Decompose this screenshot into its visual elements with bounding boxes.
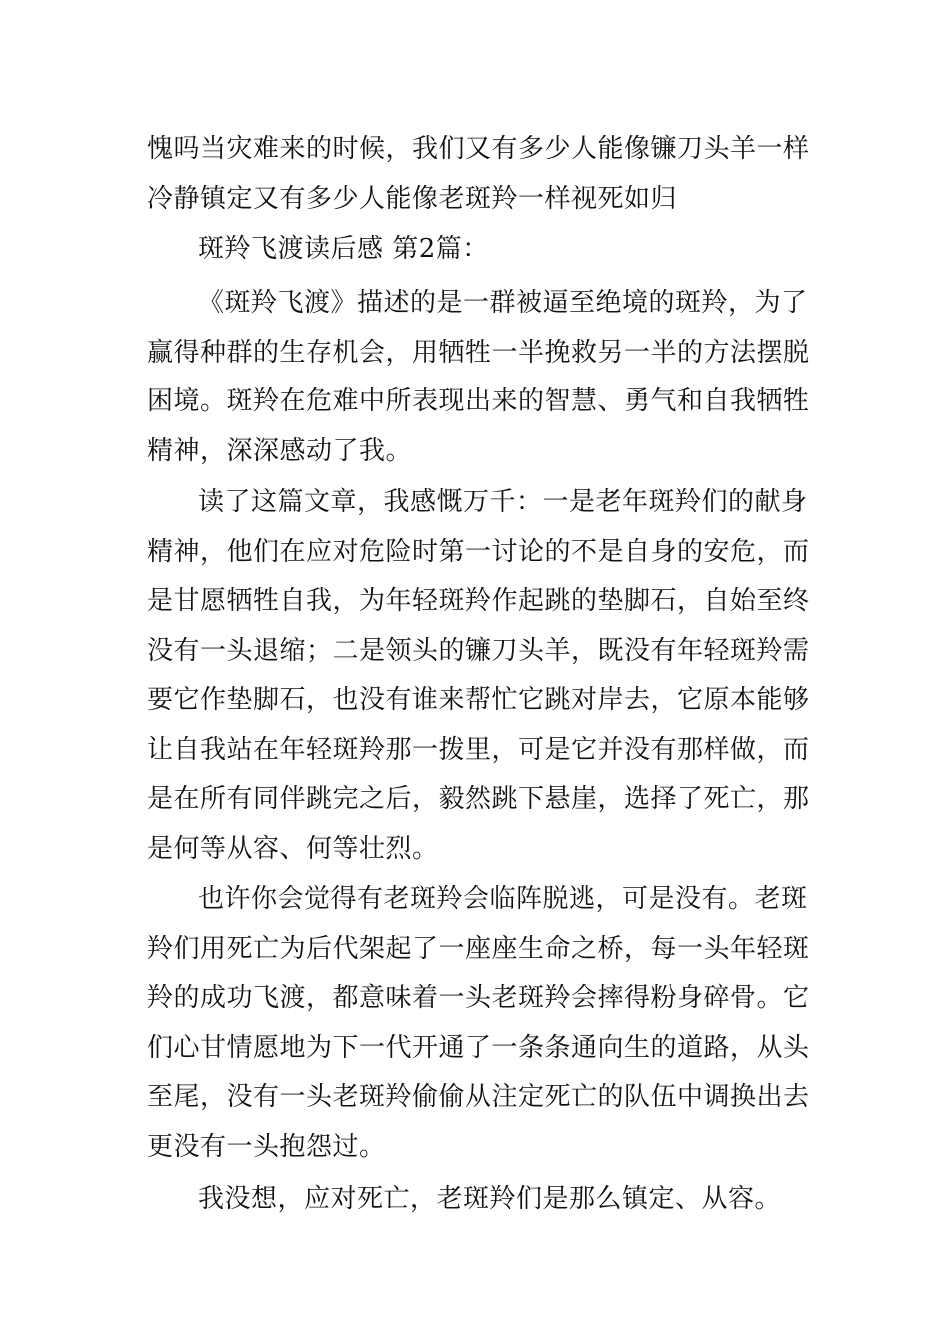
section-heading: 斑羚飞渡读后感 第2篇： <box>198 234 489 264</box>
text-line: 至尾，没有一头老斑羚偷偷从注定死亡的队伍中调换出去 <box>147 1082 810 1112</box>
text-line: 羚的成功飞渡，都意味着一头老斑羚会摔得粉身碎骨。它 <box>147 983 810 1013</box>
text-line: 是何等从容、何等壮烈。 <box>147 834 439 864</box>
text-line: 我没想，应对死亡，老斑羚们是那么镇定、从容。 <box>198 1184 782 1214</box>
text-line: 冷静镇定又有多少人能像老斑羚一样视死如归 <box>147 184 678 214</box>
text-line: 是在所有同伴跳完之后，毅然跳下悬崖，选择了死亡，那 <box>147 784 810 814</box>
text-line: 让自我站在年轻斑羚那一拨里，可是它并没有那样做，而 <box>147 735 810 765</box>
text-line: 困境。斑羚在危难中所表现出来的智慧、勇气和自我牺牲 <box>147 386 810 416</box>
text-line: 们心甘情愿地为下一代开通了一条条通向生的道路，从头 <box>147 1033 810 1063</box>
text-line: 愧吗当灾难来的时候，我们又有多少人能像镰刀头羊一样 <box>147 134 810 164</box>
text-line: 要它作垫脚石，也没有谁来帮忙它跳对岸去，它原本能够 <box>147 685 810 715</box>
text-line: 读了这篇文章，我感慨万千：一是老年斑羚们的献身 <box>198 487 808 517</box>
text-line: 没有一头退缩；二是领头的镰刀头羊，既没有年轻斑羚需 <box>147 636 810 666</box>
text-line: 精神，他们在应对危险时第一讨论的不是自身的安危，而 <box>147 537 810 567</box>
text-line: 是甘愿牺牲自我，为年轻斑羚作起跳的垫脚石，自始至终 <box>147 586 810 616</box>
text-line: 《斑羚飞渡》描述的是一群被逼至绝境的斑羚，为了 <box>198 288 808 318</box>
text-line: 赢得种群的生存机会，用牺牲一半挽救另一半的方法摆脱 <box>147 338 810 368</box>
text-line: 羚们用死亡为后代架起了一座座生命之桥，每一头年轻斑 <box>147 934 810 964</box>
text-line: 更没有一头抱怨过。 <box>147 1132 386 1162</box>
text-line: 也许你会觉得有老斑羚会临阵脱逃，可是没有。老斑 <box>198 884 808 914</box>
text-line: 精神，深深感动了我。 <box>147 436 413 466</box>
